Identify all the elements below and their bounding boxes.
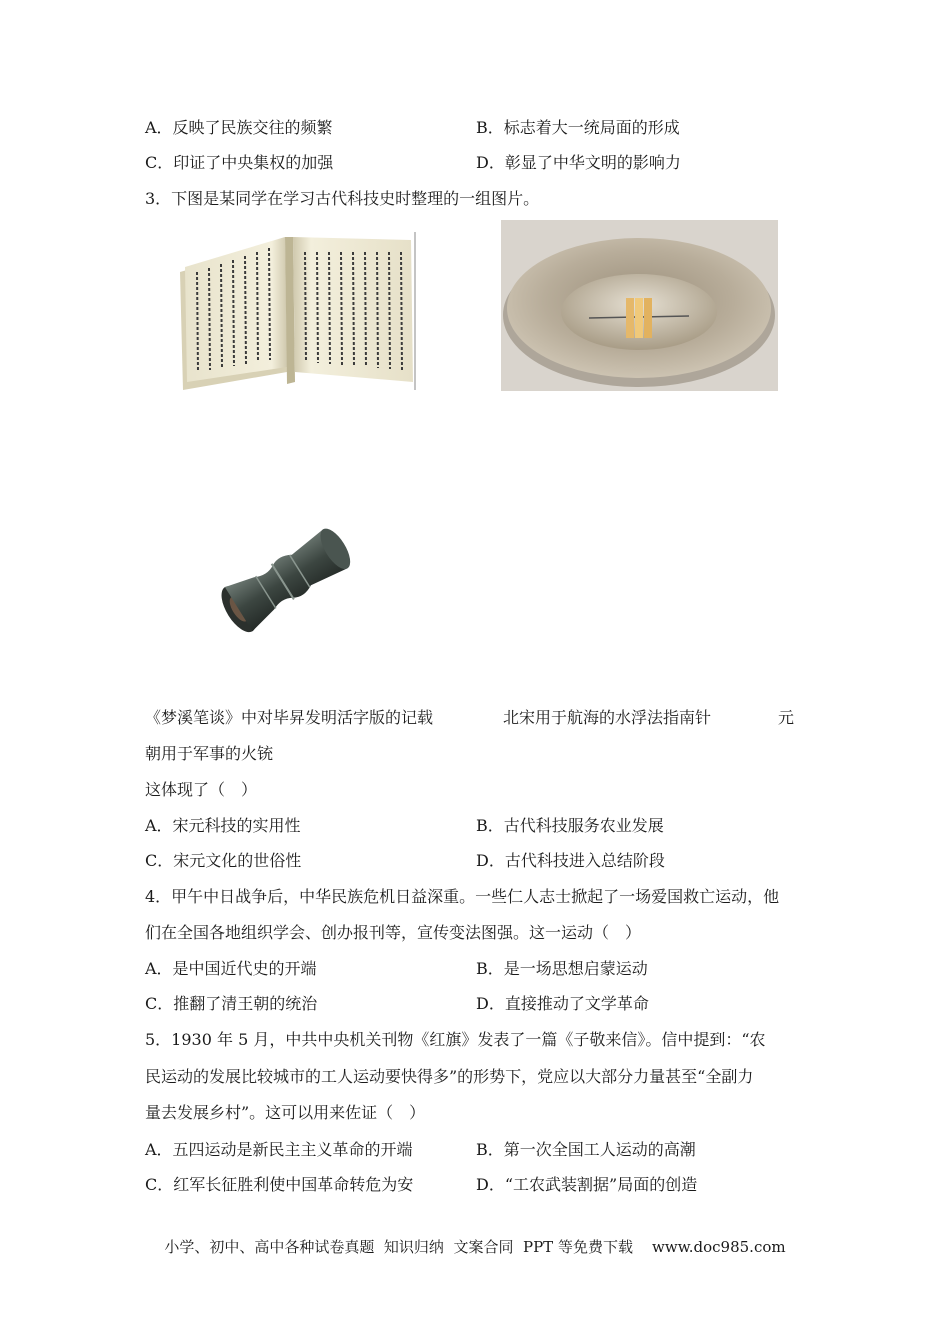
q3-option-c: C．宋元文化的世俗性 bbox=[145, 851, 302, 870]
q4-option-a: A．是中国近代史的开端 bbox=[145, 959, 317, 978]
q2-option-c: C．印证了中央集权的加强 bbox=[145, 153, 334, 172]
q4-option-b: B．是一场思想启蒙运动 bbox=[476, 959, 648, 978]
q2-option-d: D．彰显了中华文明的影响力 bbox=[476, 153, 681, 172]
q3-prompt: 这体现了（ ） bbox=[145, 780, 258, 799]
q5-option-b: B．第一次全国工人运动的高潮 bbox=[476, 1140, 696, 1159]
q3-stem: 3．下图是某同学在学习古代科技史时整理的一组图片。 bbox=[145, 189, 540, 208]
caption-book: 《梦溪笔谈》中对毕昇发明活字版的记载 bbox=[145, 708, 434, 727]
fire-gun-icon bbox=[212, 516, 362, 642]
q3-option-b: B．古代科技服务农业发展 bbox=[476, 816, 664, 835]
caption-gun-start: 元 bbox=[778, 708, 795, 727]
q4-stem-line1: 4．甲午中日战争后，中华民族危机日益深重。一些仁人志士掀起了一场爱国救亡运动，他 bbox=[145, 887, 780, 906]
q3-option-a: A．宋元科技的实用性 bbox=[145, 816, 301, 835]
q5-option-d: D．“工农武装割据”局面的创造 bbox=[476, 1175, 698, 1194]
q5-option-a: A．五四运动是新民主主义革命的开端 bbox=[145, 1140, 413, 1159]
q3-option-d: D．古代科技进入总结阶段 bbox=[476, 851, 665, 870]
caption-compass: 北宋用于航海的水浮法指南针 bbox=[503, 708, 712, 727]
book-icon bbox=[175, 232, 417, 390]
q4-stem-line2: 们在全国各地组织学会、创办报刊等，宣传变法图强。这一运动（ ） bbox=[145, 923, 642, 942]
q4-option-c: C．推翻了清王朝的统治 bbox=[145, 994, 318, 1013]
q5-option-c: C．红军长征胜利使中国革命转危为安 bbox=[145, 1175, 414, 1194]
q5-stem-line1: 5．1930 年 5 月，中共中央机关刊物《红旗》发表了一篇《子敬来信》。信中提到：“农 bbox=[145, 1030, 766, 1049]
q2-option-b: B．标志着大一统局面的形成 bbox=[476, 118, 680, 137]
compass-icon bbox=[501, 220, 778, 391]
q5-stem-line3: 量去发展乡村”。这可以用来佐证（ ） bbox=[145, 1103, 426, 1122]
q2-option-a: A．反映了民族交往的频繁 bbox=[145, 118, 333, 137]
page-footer: 小学、初中、高中各种试卷真题 知识归纳 文案合同 PPT 等免费下载 www.doc985.com bbox=[164, 1238, 786, 1256]
q5-stem-line2: 民运动的发展比较城市的工人运动要快得多”的形势下，党应以大部分力量甚至“全副力 bbox=[145, 1067, 754, 1086]
caption-gun-end: 朝用于军事的火铳 bbox=[145, 744, 274, 763]
q4-option-d: D．直接推动了文学革命 bbox=[476, 994, 649, 1013]
